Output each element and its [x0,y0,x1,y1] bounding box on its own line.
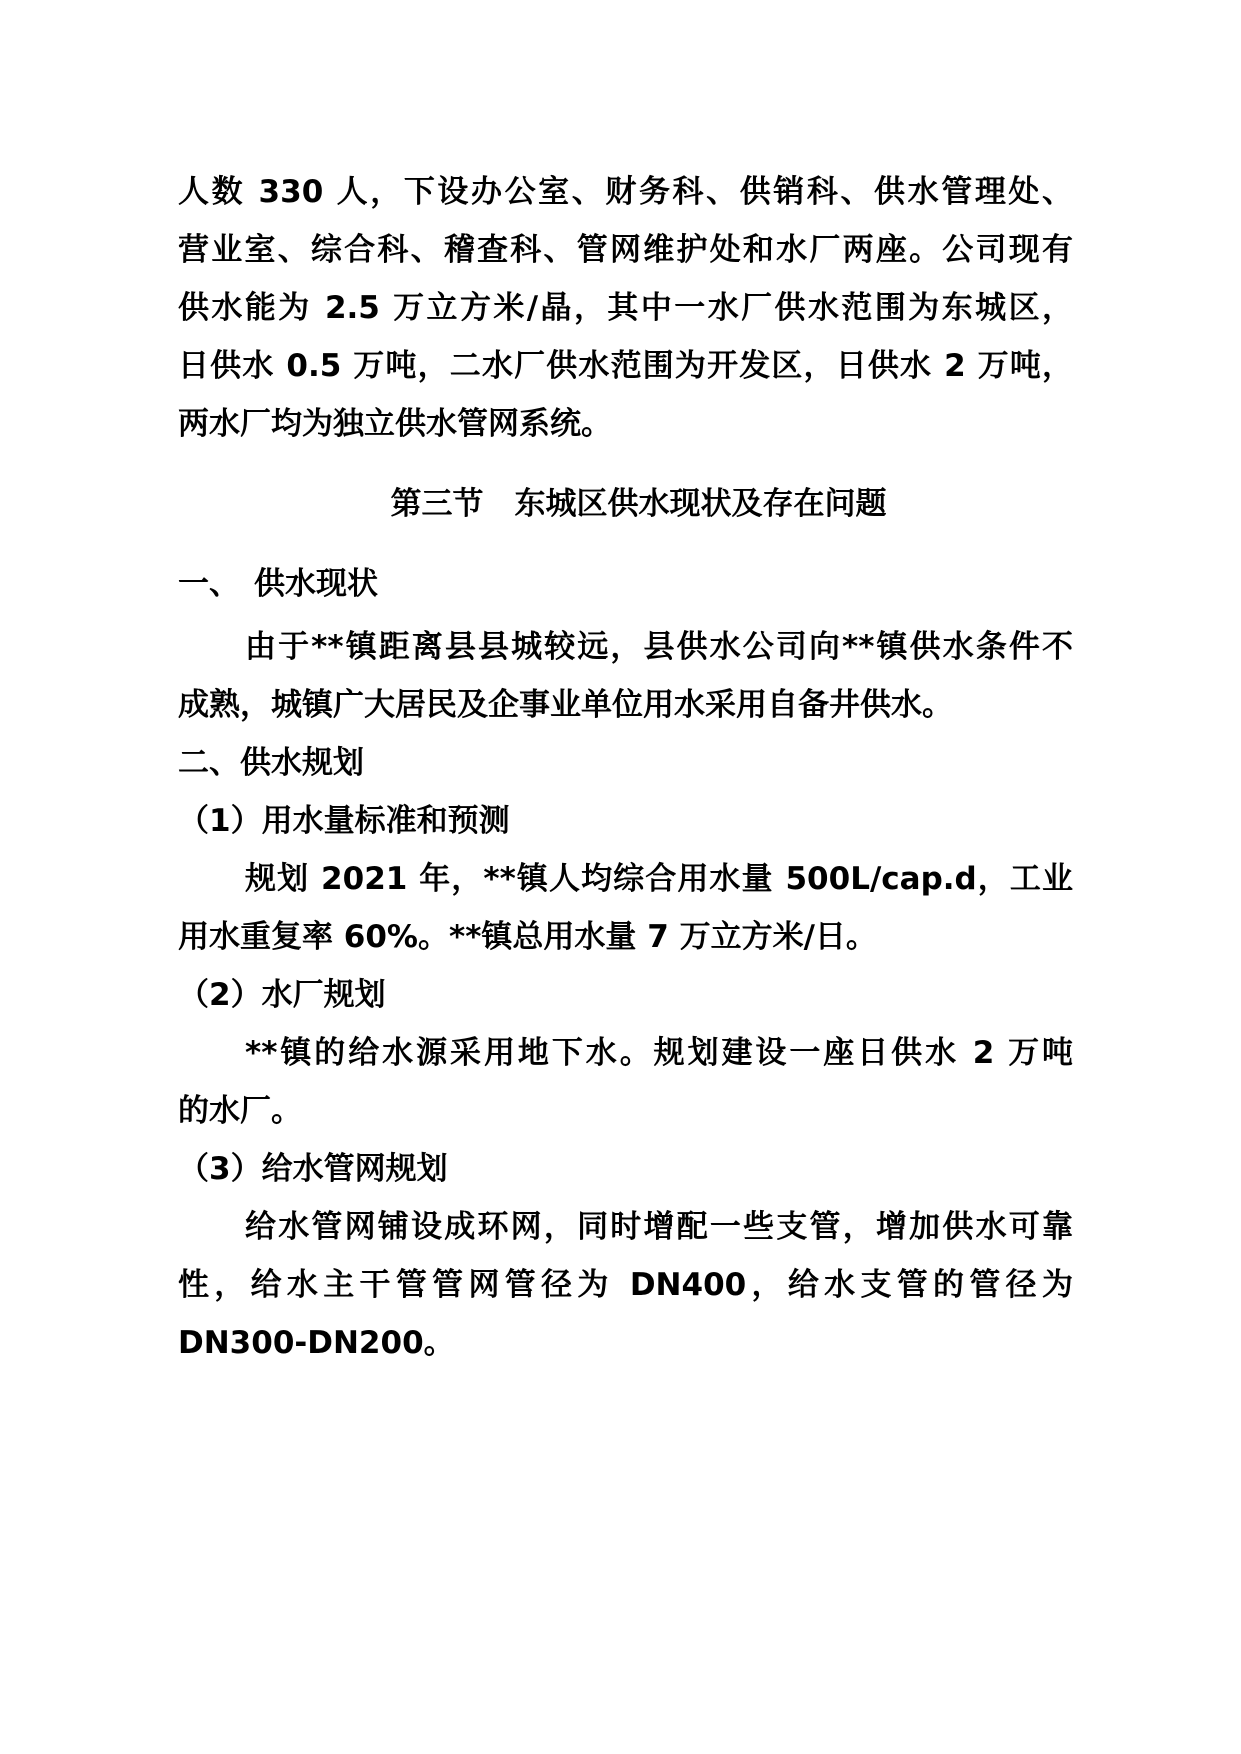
part2-title: 二、供水规划 [178,745,364,781]
sub1-title: （1）用水量标准和预测 [178,803,510,839]
part1-heading [178,562,378,606]
sub3-title: （3）给水管网规划 [178,1151,448,1187]
sub1-line-1: 规划 2021 年，**镇人均综合用水量 500L/cap.d，工业 [245,861,1073,897]
part1-number: 一、 [178,566,240,602]
sub2-line-1: **镇的给水源采用地下水。规划建设一座日供水 2 万吨 [245,1035,1073,1071]
section-title: 第三节 东城区供水现状及存在问题 [390,486,887,522]
sub1-line-2: 用水重复率 60%。**镇总用水量 7 万立方米/日。 [178,919,877,955]
part1-line-2: 成熟，城镇广大居民及企事业单位用水采用自备井供水。 [178,687,953,723]
sub3-line-2: 性，给水主干管管网管径为 DN400，给水支管的管径为 [178,1267,1073,1303]
intro-line-2: 营业室、综合科、稽查科、管网维护处和水厂两座。公司现有 [178,232,1073,268]
sub3-line-3: DN300-DN200。 [178,1325,455,1361]
part1-line-1: 由于**镇距离县县城较远，县供水公司向**镇供水条件不 [245,629,1073,665]
sub2-title: （2）水厂规划 [178,977,386,1013]
intro-line-4: 日供水 0.5 万吨，二水厂供水范围为开发区，日供水 2 万吨， [178,348,1073,384]
sub3-line-1: 给水管网铺设成环网，同时增配一些支管，增加供水可靠 [245,1209,1073,1245]
intro-line-1: 人数 330 人，下设办公室、财务科、供销科、供水管理处、 [178,174,1073,210]
intro-line-5: 两水厂均为独立供水管网系统。 [178,406,612,442]
part1-title: 供水现状 [254,566,378,602]
intro-line-3: 供水能为 2.5 万立方米/晶，其中一水厂供水范围为东城区， [178,290,1073,326]
sub2-line-2: 的水厂。 [178,1093,302,1129]
